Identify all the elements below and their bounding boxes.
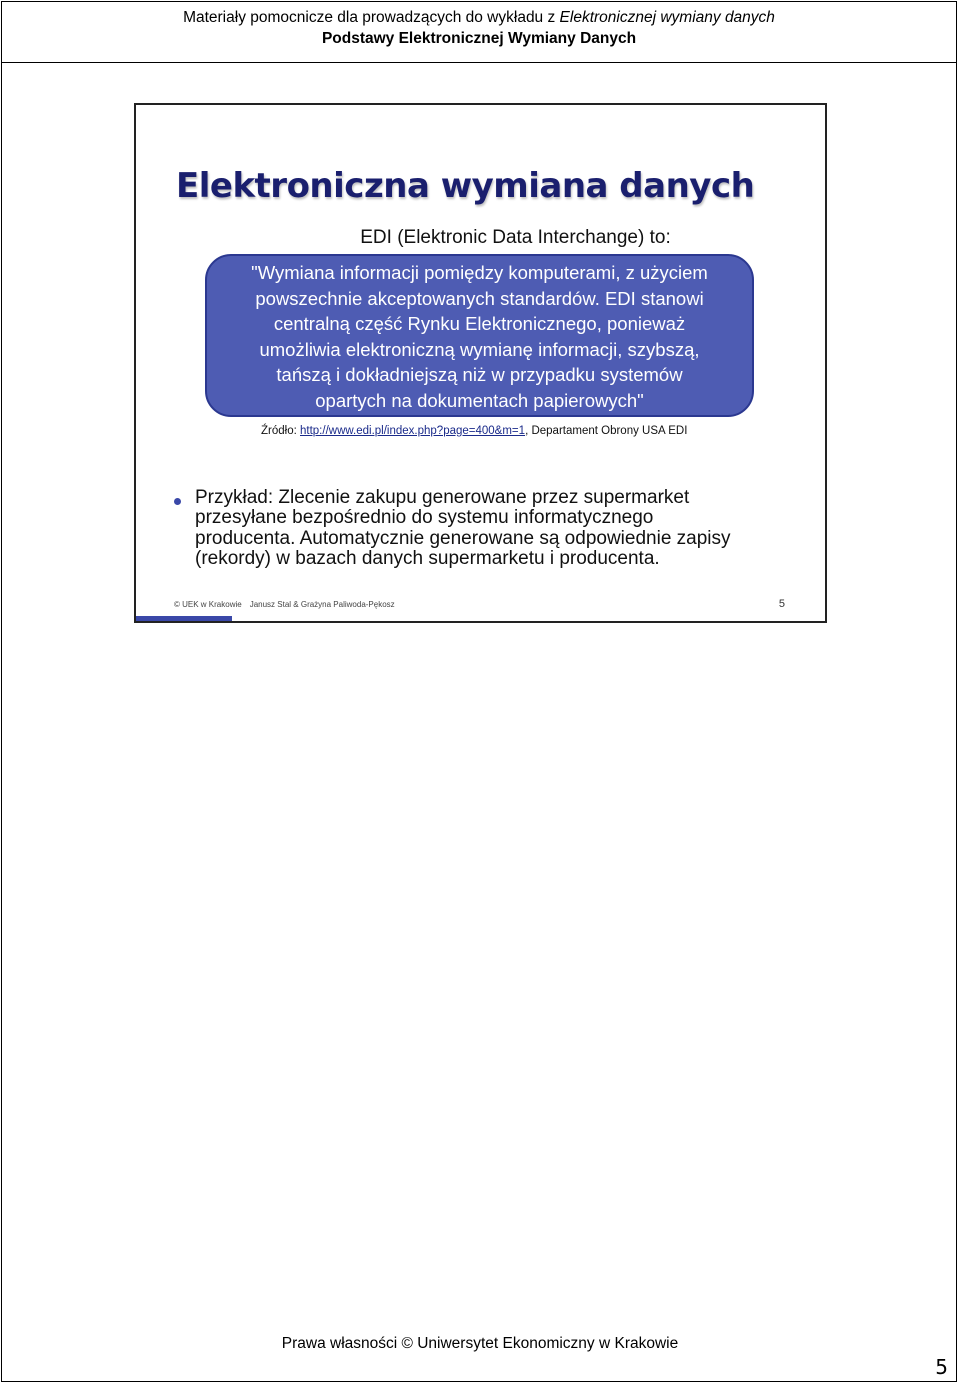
bullet-line: Przykład: Zlecenie zakupu generowane przez supermarket	[195, 487, 690, 508]
quote-line: umożliwia elektroniczną wymianę informacji, szybszą,	[259, 338, 700, 360]
header-course-prefix: Materiały pomocnicze dla prowadzących do wykładu z	[183, 9, 560, 26]
definition-quote-box	[205, 254, 754, 417]
slide-title: Elektroniczna wymiana danych	[176, 166, 755, 206]
page-footer-copyright: Prawa własności © Uniwersytet Ekonomiczny w Krakowie	[281, 1335, 679, 1352]
quote-line: "Wymiana informacji pomiędzy komputerami, z użyciem	[251, 262, 708, 283]
page-number: 5	[935, 1355, 948, 1379]
quote-line: tańszą i dokładniejszą niż w przypadku systemów	[276, 364, 683, 386]
quote-line: powszechnie akceptowanych standardów. EDI stanowi	[255, 287, 704, 309]
slide-footer-authors: Janusz Stal & Grażyna Paliwoda-Pękosz	[249, 600, 395, 609]
slide-footer-org: © UEK w Krakowie	[174, 600, 242, 609]
header-course-line	[1, 8, 957, 28]
slide-accent-bar	[136, 616, 232, 621]
source-suffix: , Departament Obrony USA EDI	[525, 425, 688, 437]
bullet-line: przesyłane bezpośrednio do systemu informatycznego	[195, 507, 654, 529]
source-label: Źródło:	[261, 425, 300, 437]
header-topic: Podstawy Elektronicznej Wymiany Danych	[321, 30, 637, 47]
edi-definition-intro: EDI (Elektronic Data Interchange) to:	[360, 227, 671, 248]
quote-line: opartych na dokumentach papierowych"	[315, 389, 644, 411]
bullet-line: producenta. Automatycznie generowane są odpowiednie zapisy	[195, 527, 731, 549]
page-header	[1, 1, 957, 63]
quote-line: centralną część Rynku Elektronicznego, ponieważ	[273, 313, 686, 335]
source-link[interactable]: http://www.edi.pl/index.php?page=400&m=1	[300, 425, 526, 437]
slide-footer	[174, 600, 395, 610]
bullet-line: (rekordy) w bazach danych supermarketu i producenta.	[195, 548, 660, 570]
bullet-dot-icon	[174, 498, 181, 505]
slide-number: 5	[778, 598, 785, 610]
source-citation	[261, 423, 687, 439]
header-course-name: Elektronicznej wymiany danych	[559, 9, 775, 26]
slide	[134, 103, 827, 623]
bullet-text	[195, 488, 795, 570]
